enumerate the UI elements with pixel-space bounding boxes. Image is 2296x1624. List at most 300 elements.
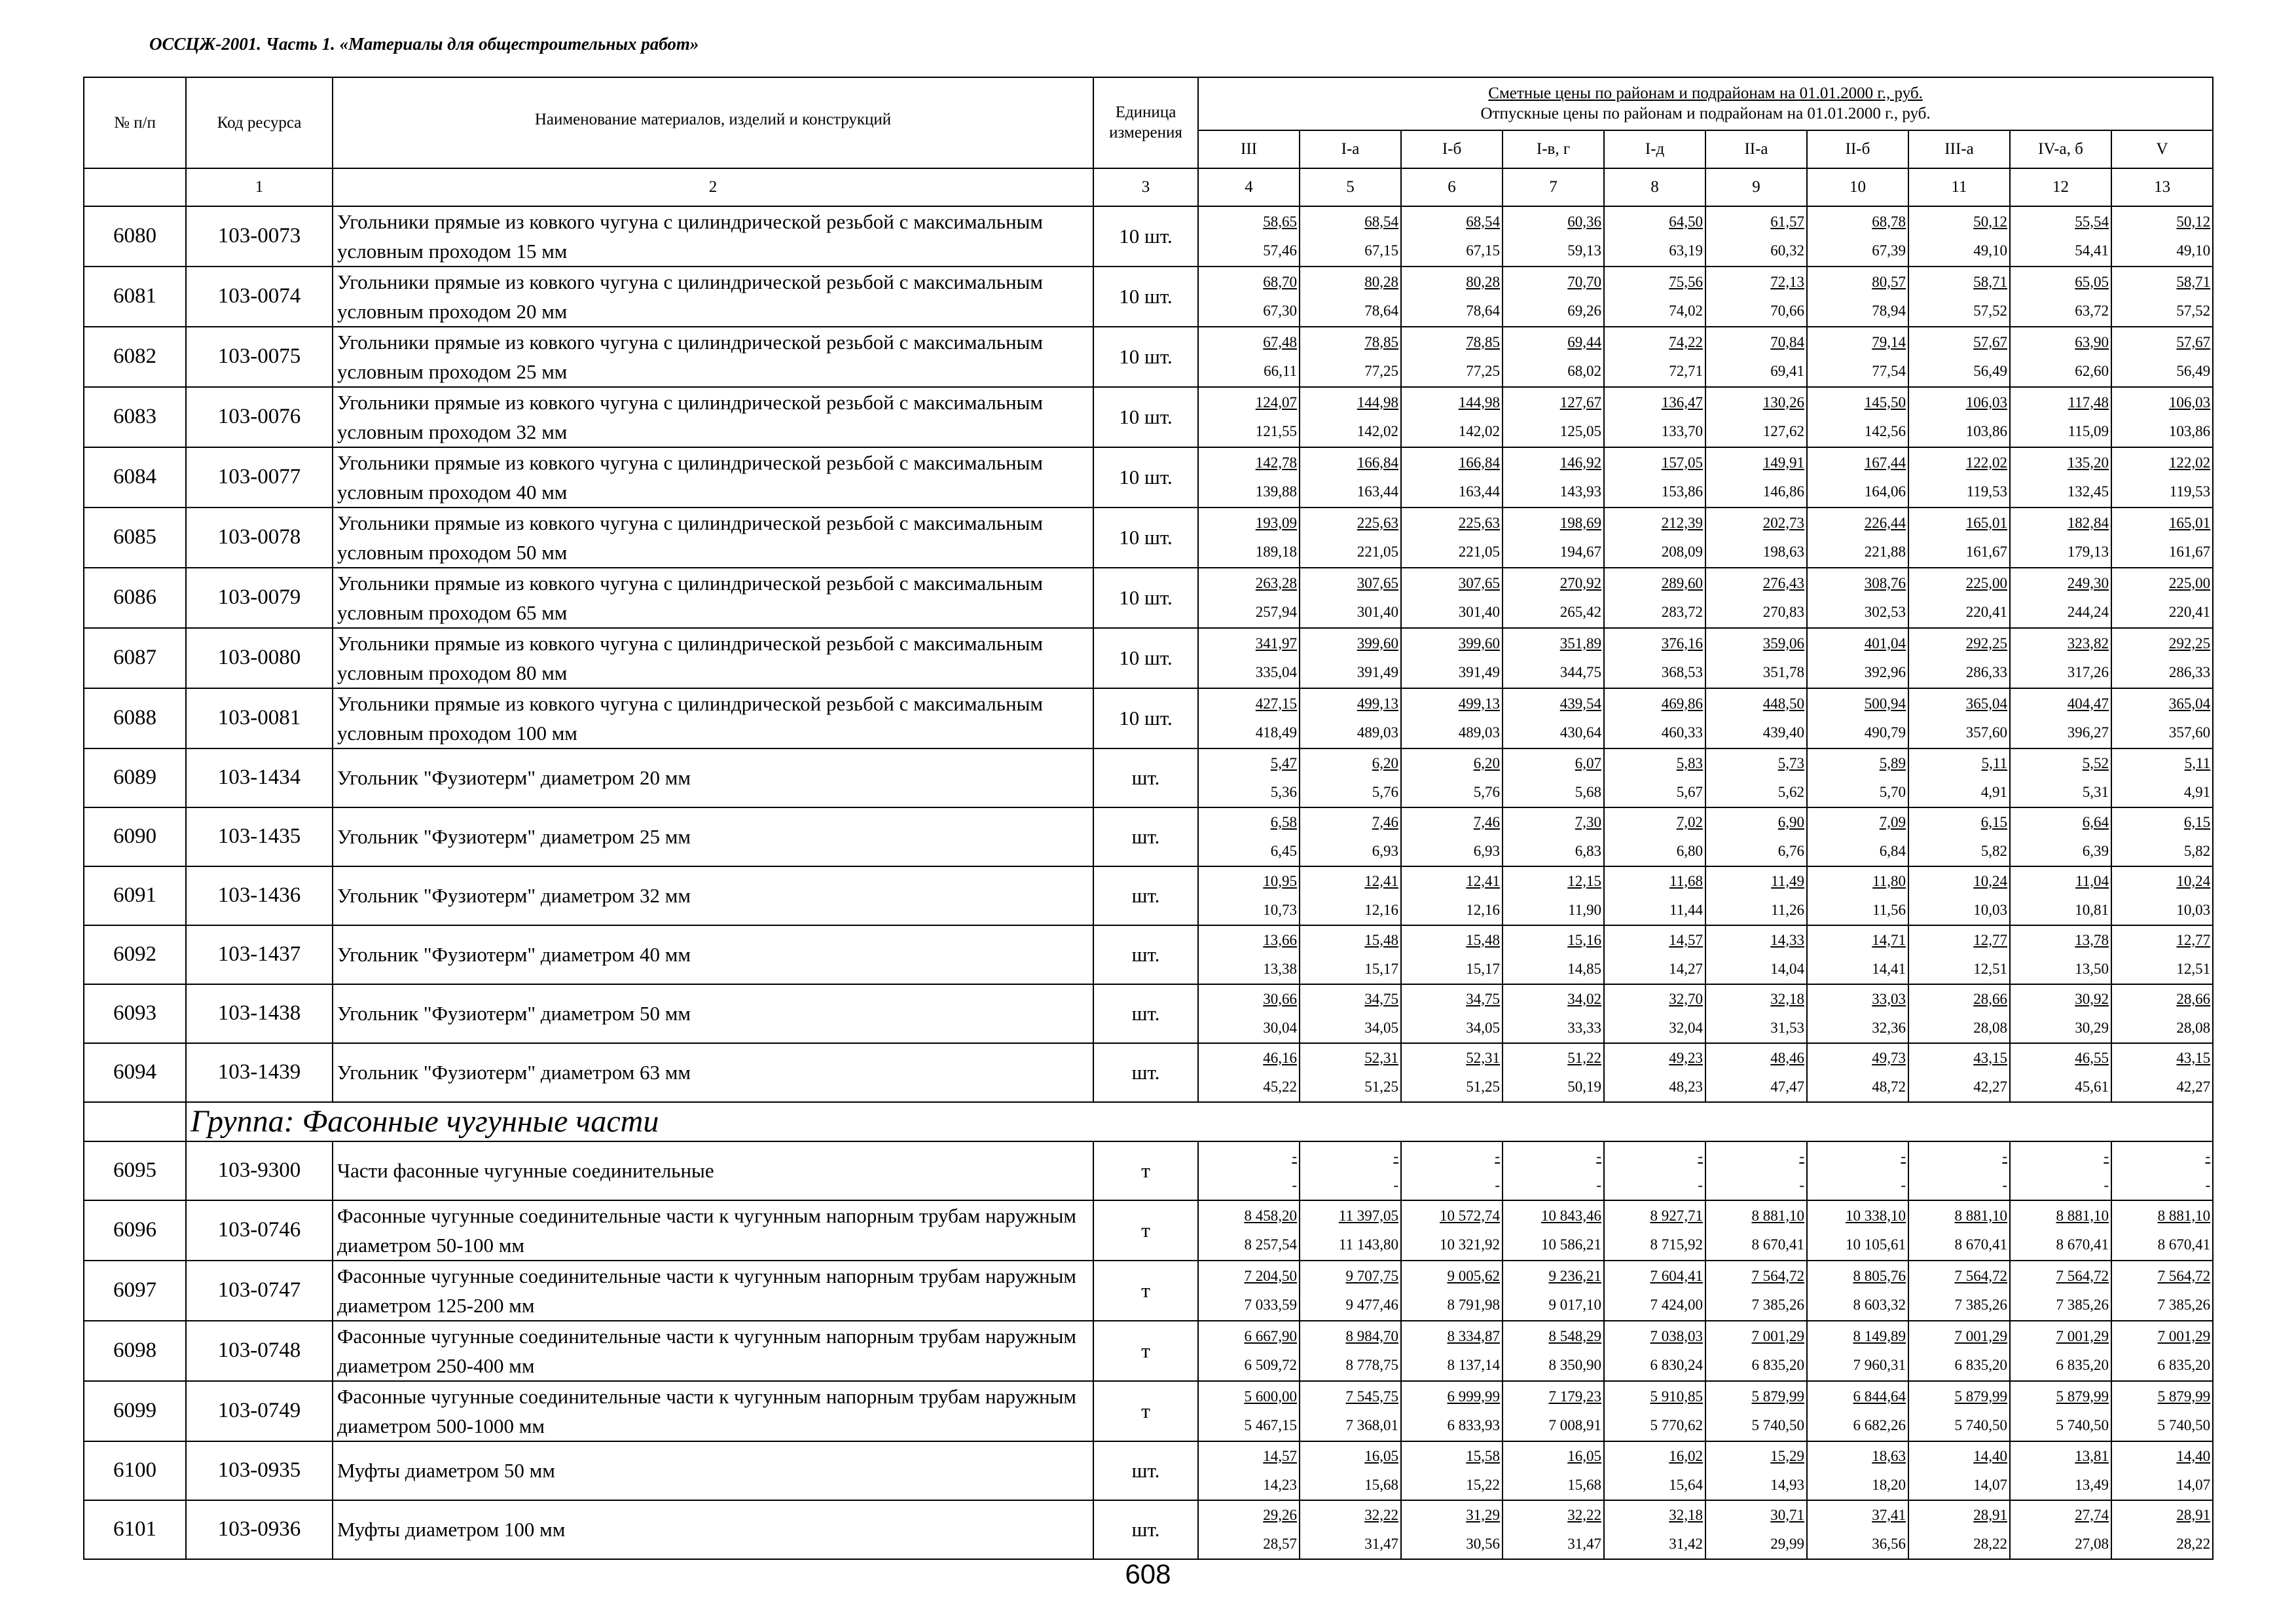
resource-code: 103-1435 [186, 807, 333, 866]
release-price: 5,36 [1270, 783, 1297, 800]
price-cell [2111, 568, 2213, 628]
release-price: 7 385,26 [2056, 1296, 2109, 1313]
release-price: 6 509,72 [1244, 1356, 1297, 1373]
price-cell [1705, 1441, 1807, 1500]
release-price: 14,85 [1567, 960, 1601, 977]
release-price: 27,08 [2075, 1535, 2109, 1552]
price-cell [1300, 688, 1401, 748]
price-cell [1300, 507, 1401, 568]
release-price: 221,88 [1864, 543, 1906, 560]
release-price: 15,64 [1669, 1476, 1703, 1493]
estimated-price: 50,12 [1973, 213, 2007, 230]
price-cell [2010, 1321, 2111, 1381]
header-row-titles [84, 77, 2213, 130]
release-price: 357,60 [2168, 724, 2211, 741]
price-cell [1503, 1261, 1604, 1321]
price-cell [1300, 327, 1401, 387]
estimated-price: 68,54 [1364, 213, 1398, 230]
price-cell [1705, 568, 1807, 628]
price-cell [1908, 507, 2010, 568]
estimated-price: 14,57 [1669, 931, 1703, 948]
estimated-price: 33,03 [1872, 990, 1906, 1007]
estimated-price: 144,98 [1357, 394, 1398, 411]
price-cell [1807, 1200, 1908, 1261]
price-cell [1401, 1200, 1503, 1261]
estimated-price: 64,50 [1669, 213, 1703, 230]
estimated-price: 30,92 [2075, 990, 2109, 1007]
release-price: 7 368,01 [1345, 1416, 1398, 1433]
region-header: I-д [1604, 130, 1705, 168]
release-price: 68,02 [1567, 362, 1601, 379]
price-cell [1198, 327, 1300, 387]
estimated-price: 7,30 [1575, 813, 1601, 830]
release-price: 14,27 [1669, 960, 1703, 977]
release-price: 78,64 [1466, 302, 1500, 319]
row-number: 6089 [84, 748, 186, 807]
estimated-price: 146,92 [1559, 454, 1601, 471]
release-price: 30,56 [1466, 1535, 1500, 1552]
release-price: 28,57 [1263, 1535, 1297, 1552]
price-cell [2111, 925, 2213, 984]
unit-of-measure: шт. [1093, 1500, 1198, 1559]
table-row [84, 1141, 2213, 1200]
estimated-price: 7 564,72 [2056, 1267, 2109, 1284]
material-name: Угольники прямые из ковкого чугуна с цилиндрической резьбой с максимальным условным проходом 40 мм [333, 447, 1093, 507]
release-price: 5,70 [1879, 783, 1906, 800]
release-price: 439,40 [1762, 724, 1804, 741]
estimated-price: 28,91 [2176, 1506, 2211, 1523]
estimated-price: 117,48 [2068, 394, 2109, 411]
release-price: 7 008,91 [1548, 1416, 1601, 1433]
price-cell [1705, 1043, 1807, 1102]
estimated-price: 212,39 [1661, 514, 1703, 531]
estimated-price: 289,60 [1661, 574, 1703, 591]
estimated-price: 10,24 [1973, 872, 2007, 889]
release-price: 15,68 [1567, 1476, 1601, 1493]
price-cell [1705, 866, 1807, 925]
price-cell [2111, 688, 2213, 748]
estimated-price: 68,70 [1263, 273, 1297, 290]
estimated-price: 127,67 [1559, 394, 1601, 411]
release-price: 396,27 [2067, 724, 2109, 741]
release-price: 194,67 [1559, 543, 1601, 560]
estimated-price: 7 001,29 [1751, 1327, 1804, 1344]
price-cell [1401, 206, 1503, 267]
price-cell [2010, 748, 2111, 807]
price-cell [2111, 327, 2213, 387]
release-price: 8 350,90 [1548, 1356, 1601, 1373]
estimated-price: 5,83 [1676, 754, 1703, 771]
table-row [84, 387, 2213, 447]
release-price: 6 833,93 [1447, 1416, 1500, 1433]
price-cell [2010, 447, 2111, 507]
estimated-price: 37,41 [1872, 1506, 1906, 1523]
release-price: 63,72 [2075, 302, 2109, 319]
estimated-price: 34,02 [1567, 990, 1601, 1007]
price-cell [1198, 1381, 1300, 1441]
estimated-price: 13,66 [1263, 931, 1297, 948]
price-cell [1807, 387, 1908, 447]
release-price: 317,26 [2067, 663, 2109, 680]
estimated-price: 166,84 [1357, 454, 1398, 471]
price-cell [2111, 1321, 2213, 1381]
estimated-price: 80,28 [1466, 273, 1500, 290]
estimated-price: 6,15 [2183, 813, 2211, 830]
price-cell [1604, 206, 1705, 267]
price-cell [1198, 1043, 1300, 1102]
release-price: 72,71 [1669, 362, 1703, 379]
price-cell [1401, 1141, 1503, 1200]
release-price: 33,33 [1567, 1019, 1601, 1036]
estimated-price: 263,28 [1255, 574, 1297, 591]
release-price: 270,83 [1762, 603, 1804, 620]
resource-code: 103-0078 [186, 507, 333, 568]
price-cell [1300, 1381, 1401, 1441]
release-price: 57,52 [1973, 302, 2007, 319]
estimated-price: 32,18 [1770, 990, 1804, 1007]
estimated-price: - [1495, 1147, 1500, 1164]
price-cell [1503, 206, 1604, 267]
estimated-price: 202,73 [1762, 514, 1804, 531]
estimated-price: - [2205, 1147, 2211, 1164]
estimated-price: 9 005,62 [1447, 1267, 1500, 1284]
release-price: 283,72 [1661, 603, 1703, 620]
unit-of-measure: шт. [1093, 1043, 1198, 1102]
release-price: 14,07 [2176, 1476, 2211, 1493]
price-cell [1705, 1321, 1807, 1381]
estimated-price: 55,54 [2075, 213, 2109, 230]
release-price: 8 791,98 [1447, 1296, 1500, 1313]
release-price: 14,93 [1770, 1476, 1804, 1493]
release-price: 5,62 [1777, 783, 1804, 800]
release-price: 42,27 [1973, 1078, 2007, 1095]
release-price: 418,49 [1255, 724, 1297, 741]
release-price: 14,07 [1973, 1476, 2007, 1493]
material-name: Фасонные чугунные соединительные части к чугунным напорным трубам наружным диаметром 125-200 мм [333, 1261, 1093, 1321]
row-number: 6084 [84, 447, 186, 507]
release-price: 29,99 [1770, 1535, 1804, 1552]
price-cell [2010, 1043, 2111, 1102]
resource-code: 103-0935 [186, 1441, 333, 1500]
price-cell [1705, 447, 1807, 507]
price-cell [1300, 984, 1401, 1043]
release-price: 119,53 [1966, 483, 2007, 500]
estimated-price: 8 881,10 [2157, 1207, 2211, 1224]
estimated-price: 32,22 [1364, 1506, 1398, 1523]
release-price: 63,19 [1669, 242, 1703, 259]
release-price: 69,41 [1770, 362, 1804, 379]
release-price: 12,16 [1364, 901, 1398, 918]
release-price: 265,42 [1559, 603, 1601, 620]
estimated-price: 6,15 [1980, 813, 2007, 830]
release-price: 15,68 [1364, 1476, 1398, 1493]
price-cell [2010, 984, 2111, 1043]
estimated-price: 225,00 [1965, 574, 2007, 591]
estimated-price: - [1596, 1147, 1601, 1164]
table-row [84, 748, 2213, 807]
release-price: 5 740,50 [2056, 1416, 2109, 1433]
release-price: 6 835,20 [1751, 1356, 1804, 1373]
estimated-price: 63,90 [2075, 333, 2109, 350]
unit-of-measure: т [1093, 1261, 1198, 1321]
prices-header-release: Отпускные цены по районам и подрайонам на 01.01.2000 г., руб. [1480, 105, 1931, 123]
release-price: 62,60 [2075, 362, 2109, 379]
estimated-price: 11,80 [1872, 872, 1906, 889]
estimated-price: 130,26 [1762, 394, 1804, 411]
price-cell [1807, 748, 1908, 807]
release-price: 31,42 [1669, 1535, 1703, 1552]
row-number: 6094 [84, 1043, 186, 1102]
price-cell [1705, 925, 1807, 984]
release-price: 11,26 [1771, 901, 1804, 918]
estimated-price: 57,67 [1973, 333, 2007, 350]
price-cell [1705, 1200, 1807, 1261]
col-header-unit: Единица измерения [1093, 77, 1198, 168]
estimated-price: 427,15 [1255, 695, 1297, 712]
estimated-price: 58,71 [1973, 273, 2007, 290]
release-price: 10,81 [2075, 901, 2109, 918]
estimated-price: 13,81 [2075, 1447, 2109, 1464]
price-cell [1604, 1441, 1705, 1500]
row-number: 6083 [84, 387, 186, 447]
price-cell [2111, 984, 2213, 1043]
release-price: 286,33 [1965, 663, 2007, 680]
estimated-price: - [1799, 1147, 1804, 1164]
material-name: Угольники прямые из ковкого чугуна с цилиндрической резьбой с максимальным условным проходом 25 мм [333, 327, 1093, 387]
estimated-price: 7 001,29 [2157, 1327, 2211, 1344]
price-cell [2111, 507, 2213, 568]
estimated-price: 469,86 [1661, 695, 1703, 712]
estimated-price: 135,20 [2067, 454, 2109, 471]
estimated-price: 30,71 [1770, 1506, 1804, 1523]
price-cell [2010, 1200, 2111, 1261]
estimated-price: 16,05 [1567, 1447, 1601, 1464]
estimated-price: 142,78 [1255, 454, 1297, 471]
release-price: - [1393, 1176, 1398, 1193]
estimated-price: 28,91 [1973, 1506, 2007, 1523]
release-price: 142,02 [1357, 422, 1398, 439]
price-cell [1503, 447, 1604, 507]
material-name: Угольник "Фузиотерм" диаметром 32 мм [333, 866, 1093, 925]
row-number: 6093 [84, 984, 186, 1043]
row-number: 6095 [84, 1141, 186, 1200]
estimated-price: 10 338,10 [1846, 1207, 1906, 1224]
estimated-price: 8 881,10 [1751, 1207, 1804, 1224]
row-number: 6100 [84, 1441, 186, 1500]
estimated-price: 32,22 [1567, 1506, 1601, 1523]
price-cell [1604, 925, 1705, 984]
estimated-price: 136,47 [1661, 394, 1703, 411]
price-cell [1503, 267, 1604, 327]
price-cell [1705, 327, 1807, 387]
release-price: 5 740,50 [1954, 1416, 2007, 1433]
price-cell [1908, 1500, 2010, 1559]
release-price: 490,79 [1864, 724, 1906, 741]
price-cell [1705, 1381, 1807, 1441]
table-row [84, 688, 2213, 748]
price-cell [1604, 807, 1705, 866]
estimated-price: 7,46 [1473, 813, 1500, 830]
release-price: - [2104, 1176, 2109, 1193]
release-price: 7 424,00 [1650, 1296, 1703, 1313]
estimated-price: 9 236,21 [1548, 1267, 1601, 1284]
release-price: 48,72 [1872, 1078, 1906, 1095]
price-cell [1401, 1321, 1503, 1381]
prices-header-estimated: Сметные цены по районам и подрайонам на 01.01.2000 г., руб. [1488, 84, 1923, 102]
release-price: 10,03 [1973, 901, 2007, 918]
estimated-price: 10 843,46 [1541, 1207, 1601, 1224]
release-price: 50,19 [1567, 1078, 1601, 1095]
col-header-prices [1198, 77, 2213, 130]
material-name: Муфты диаметром 100 мм [333, 1500, 1093, 1559]
release-price: 103,86 [1965, 422, 2007, 439]
estimated-price: 198,69 [1559, 514, 1601, 531]
estimated-price: 276,43 [1762, 574, 1804, 591]
price-cell [1503, 387, 1604, 447]
estimated-price: 106,03 [1965, 394, 2007, 411]
estimated-price: 65,05 [2075, 273, 2109, 290]
column-number-blank [84, 168, 186, 206]
estimated-price: 75,56 [1669, 273, 1703, 290]
release-price: 244,24 [2067, 603, 2109, 620]
release-price: 54,41 [2075, 242, 2109, 259]
release-price: 301,40 [1357, 603, 1398, 620]
estimated-price: 351,89 [1559, 635, 1601, 652]
table-row [84, 1500, 2213, 1559]
price-cell [1503, 1381, 1604, 1441]
release-price: 6,93 [1372, 842, 1398, 859]
price-cell [1503, 984, 1604, 1043]
column-number: 2 [333, 168, 1093, 206]
release-price: 47,47 [1770, 1078, 1804, 1095]
release-price: 302,53 [1864, 603, 1906, 620]
estimated-price: 157,05 [1661, 454, 1703, 471]
table-row [84, 925, 2213, 984]
release-price: 139,88 [1255, 483, 1297, 500]
material-name: Фасонные чугунные соединительные части к чугунным напорным трубам наружным диаметром 50-100 мм [333, 1200, 1093, 1261]
unit-of-measure: 10 шт. [1093, 568, 1198, 628]
price-cell [1198, 206, 1300, 267]
resource-code: 103-0074 [186, 267, 333, 327]
release-price: 30,29 [2075, 1019, 2109, 1036]
estimated-price: 124,07 [1255, 394, 1297, 411]
price-cell [1198, 507, 1300, 568]
estimated-price: 12,15 [1567, 872, 1601, 889]
estimated-price: - [1393, 1147, 1398, 1164]
release-price: 143,93 [1559, 483, 1601, 500]
price-cell [1198, 1441, 1300, 1500]
release-price: 28,08 [1973, 1019, 2007, 1036]
estimated-price: 34,75 [1364, 990, 1398, 1007]
estimated-price: 225,00 [2168, 574, 2211, 591]
row-number: 6096 [84, 1200, 186, 1261]
row-number: 6091 [84, 866, 186, 925]
price-cell [1807, 1441, 1908, 1500]
release-price: 11 143,80 [1338, 1236, 1398, 1253]
release-price: 18,20 [1872, 1476, 1906, 1493]
price-cell [1604, 1500, 1705, 1559]
release-price: 6 835,20 [1954, 1356, 2007, 1373]
price-cell [1604, 327, 1705, 387]
estimated-price: 165,01 [1965, 514, 2007, 531]
resource-code: 103-1437 [186, 925, 333, 984]
release-price: 14,04 [1770, 960, 1804, 977]
estimated-price: 6,64 [2082, 813, 2109, 830]
release-price: 36,56 [1872, 1535, 1906, 1552]
estimated-price: 51,22 [1567, 1049, 1601, 1066]
price-cell [1401, 925, 1503, 984]
estimated-price: 10,24 [2176, 872, 2211, 889]
price-cell [1807, 628, 1908, 688]
estimated-price: 7 001,29 [2056, 1327, 2109, 1344]
price-cell [1807, 866, 1908, 925]
estimated-price: 165,01 [2168, 514, 2211, 531]
row-number: 6082 [84, 327, 186, 387]
resource-code: 103-0073 [186, 206, 333, 267]
release-price: 8 715,92 [1650, 1236, 1703, 1253]
unit-of-measure: шт. [1093, 807, 1198, 866]
page-number: 608 [1125, 1559, 1171, 1589]
release-price: 51,25 [1466, 1078, 1500, 1095]
release-price: 7 033,59 [1244, 1296, 1297, 1313]
estimated-price: 193,09 [1255, 514, 1297, 531]
row-number: 6098 [84, 1321, 186, 1381]
estimated-price: 7 038,03 [1650, 1327, 1703, 1344]
price-cell [2010, 267, 2111, 327]
table-row [84, 984, 2213, 1043]
estimated-price: 7 604,41 [1650, 1267, 1703, 1284]
release-price: 6,80 [1676, 842, 1703, 859]
price-cell [2111, 1500, 2213, 1559]
column-number: 6 [1401, 168, 1503, 206]
release-price: 5,76 [1473, 783, 1500, 800]
price-cell [1198, 628, 1300, 688]
release-price: 13,50 [2075, 960, 2109, 977]
estimated-price: 5,73 [1777, 754, 1804, 771]
price-cell [1908, 628, 2010, 688]
group-blank-cell [84, 1102, 186, 1141]
price-cell [1198, 1500, 1300, 1559]
price-cell [1705, 1141, 1807, 1200]
price-cell [1503, 1321, 1604, 1381]
unit-of-measure: т [1093, 1321, 1198, 1381]
price-cell [1300, 267, 1401, 327]
release-price: 198,63 [1762, 543, 1804, 560]
release-price: 34,05 [1466, 1019, 1500, 1036]
estimated-price: 448,50 [1762, 695, 1804, 712]
estimated-price: 32,18 [1669, 1506, 1703, 1523]
release-price: 460,33 [1661, 724, 1703, 741]
price-cell [1300, 206, 1401, 267]
estimated-price: 57,67 [2176, 333, 2211, 350]
unit-of-measure: 10 шт. [1093, 206, 1198, 267]
price-cell [1503, 628, 1604, 688]
region-header: I-б [1401, 130, 1503, 168]
release-price: 57,52 [2176, 302, 2211, 319]
release-price: 5 740,50 [1751, 1416, 1804, 1433]
estimated-price: 58,65 [1263, 213, 1297, 230]
price-cell [1198, 1321, 1300, 1381]
release-price: 28,22 [1973, 1535, 2007, 1552]
region-header: III [1198, 130, 1300, 168]
column-number: 8 [1604, 168, 1705, 206]
estimated-price: 7,02 [1676, 813, 1703, 830]
price-cell [2010, 688, 2111, 748]
price-cell [1401, 507, 1503, 568]
price-cell [1908, 1321, 2010, 1381]
unit-of-measure: шт. [1093, 748, 1198, 807]
price-cell [1401, 1043, 1503, 1102]
